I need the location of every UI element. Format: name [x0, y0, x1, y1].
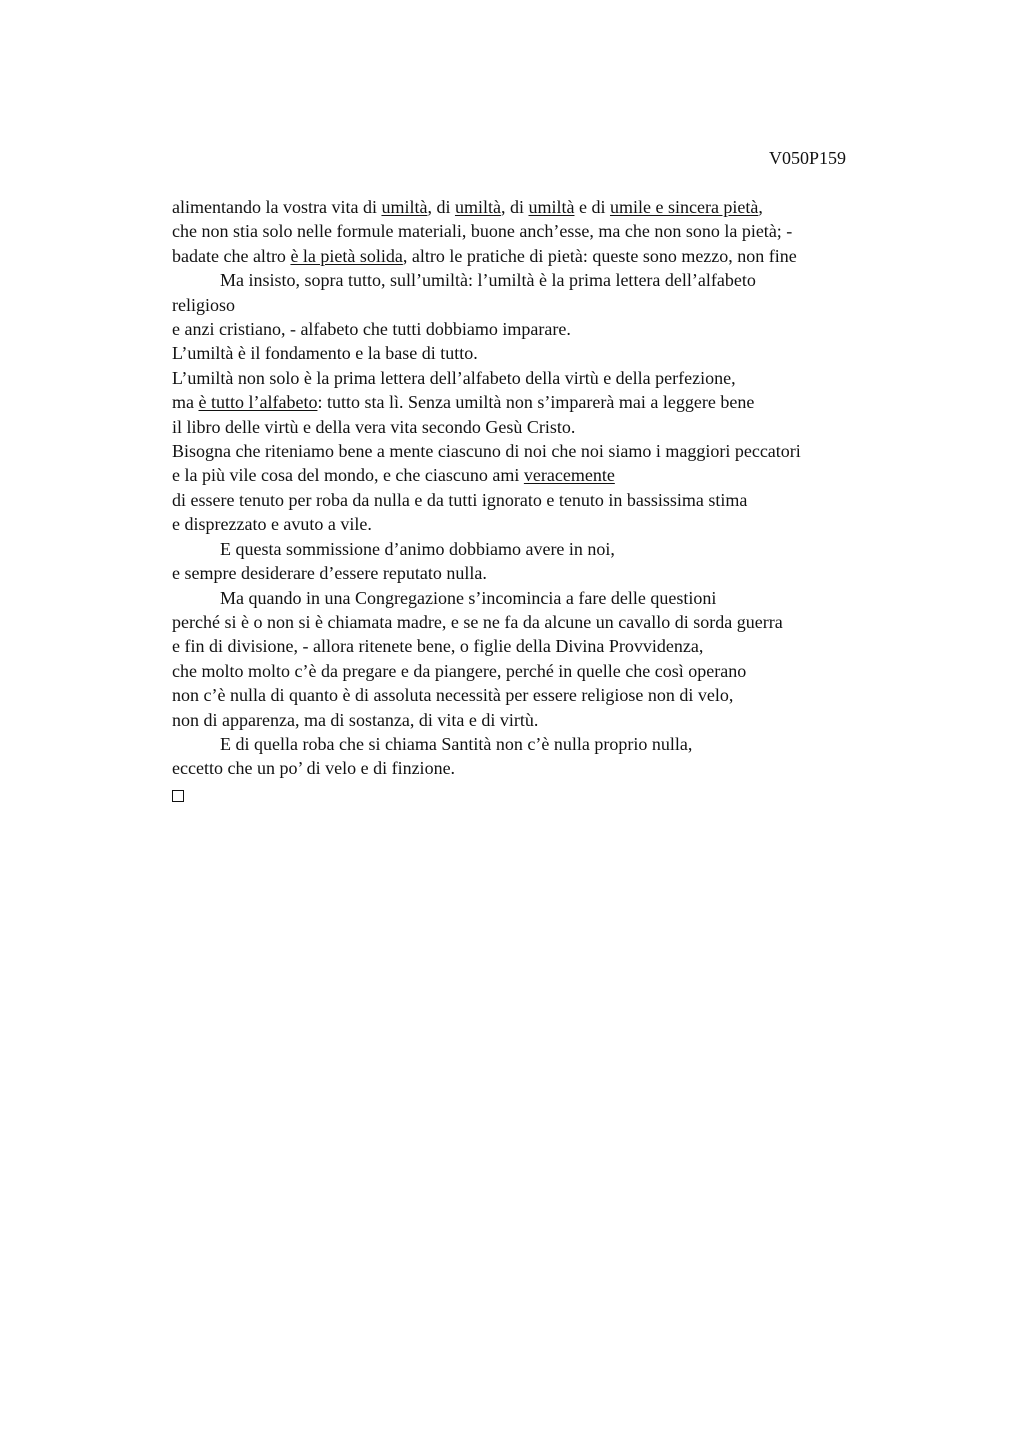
- text-line: [172, 317, 912, 341]
- text-segment: Ma insisto, sopra tutto, sull’umiltà: l’umiltà è la prima lettera dell’alfabeto: [220, 270, 756, 291]
- text-line: [172, 732, 912, 756]
- text-line: [172, 512, 912, 536]
- text-line: [172, 463, 912, 487]
- underlined-text: umile e sincera pietà: [609, 197, 759, 217]
- text-line: [172, 610, 912, 634]
- text-line: [172, 537, 912, 561]
- text-line: [172, 366, 912, 390]
- text-line: [172, 708, 912, 732]
- text-segment: religioso: [172, 294, 235, 315]
- underlined-text: è tutto l’alfabeto: [198, 392, 318, 413]
- text-segment: perché si è o non si è chiamata madre, e se ne fa da alcune un cavallo di sorda guerra: [172, 611, 783, 632]
- text-segment: badate che altro: [172, 245, 291, 266]
- text-segment: il libro delle virtù e della vera vita secondo Gesù Cristo.: [172, 416, 576, 437]
- underlined-text: umiltà: [528, 197, 575, 217]
- text-segment: e la più vile cosa del mondo, e che ciascuno ami: [172, 465, 524, 486]
- text-segment: , altro le pratiche di pietà: queste sono mezzo, non fine: [402, 245, 797, 266]
- text-line: [172, 683, 912, 707]
- end-of-text-marker: [172, 784, 184, 807]
- underlined-text: umiltà: [381, 197, 428, 217]
- text-line: [172, 390, 912, 414]
- text-segment: e fin di divisione, - allora ritenete bene, o figlie della Divina Provvidenza,: [172, 636, 704, 657]
- text-segment: Bisogna che riteniamo bene a mente ciascuno di noi che noi siamo i maggiori peccatori: [172, 441, 801, 462]
- text-segment: di essere tenuto per roba da nulla e da tutti ignorato e tenuto in bassissima stima: [172, 489, 748, 510]
- text-line: [172, 659, 912, 683]
- text-segment: che non stia solo nelle formule materiali, buone anch’esse, ma che non sono la pietà; -: [172, 221, 793, 242]
- text-segment: alimentando la vostra vita di: [172, 197, 382, 217]
- text-line: [172, 561, 912, 585]
- text-segment: E questa sommissione d’animo dobbiamo avere in noi,: [220, 538, 615, 559]
- text-segment: e di: [574, 197, 610, 217]
- text-segment: L’umiltà è il fondamento e la base di tutto.: [172, 343, 478, 364]
- text-segment: e disprezzato e avuto a vile.: [172, 514, 372, 535]
- text-line: [172, 586, 912, 610]
- text-segment: ,: [758, 197, 763, 217]
- page-reference: V050P159: [768, 148, 846, 168]
- text-line: [172, 219, 912, 243]
- text-segment: non di apparenza, ma di sostanza, di vita e di virtù.: [172, 709, 539, 730]
- text-segment: che molto molto c’è da pregare e da piangere, perché in quelle che così operano: [172, 660, 747, 681]
- text-segment: , di: [427, 197, 455, 217]
- text-segment: e anzi cristiano, - alfabeto che tutti dobbiamo imparare.: [172, 319, 571, 340]
- text-segment: , di: [500, 197, 529, 217]
- text-segment: non c’è nulla di quanto è di assoluta necessità per essere religiose non di velo,: [172, 685, 734, 706]
- document-body: [172, 195, 912, 781]
- text-line: [172, 268, 912, 292]
- text-segment: Ma quando in una Congregazione s’incomincia a fare delle questioni: [220, 587, 717, 608]
- text-line: [172, 756, 912, 780]
- text-segment: E di quella roba che si chiama Santità non c’è nulla proprio nulla,: [220, 733, 693, 754]
- text-line: [172, 415, 912, 439]
- text-line: [172, 293, 912, 317]
- checkbox-square-icon: [172, 790, 184, 802]
- text-line: [172, 439, 912, 463]
- underlined-text: è la pietà solida: [290, 245, 403, 266]
- underlined-text: veracemente: [523, 465, 615, 486]
- underlined-text: umiltà: [454, 197, 501, 217]
- text-segment: L’umiltà non solo è la prima lettera dell’alfabeto della virtù e della perfezione,: [172, 367, 736, 388]
- text-line: [172, 488, 912, 512]
- text-segment: eccetto che un po’ di velo e di finzione.: [172, 758, 456, 779]
- text-line: [172, 634, 912, 658]
- text-line: [172, 244, 912, 268]
- text-line: [172, 341, 912, 365]
- text-segment: ma: [172, 392, 199, 413]
- text-segment: : tutto sta lì. Senza umiltà non s’imparerà mai a leggere bene: [317, 392, 755, 413]
- text-segment: e sempre desiderare d’essere reputato nulla.: [172, 563, 487, 584]
- text-line: [172, 195, 912, 219]
